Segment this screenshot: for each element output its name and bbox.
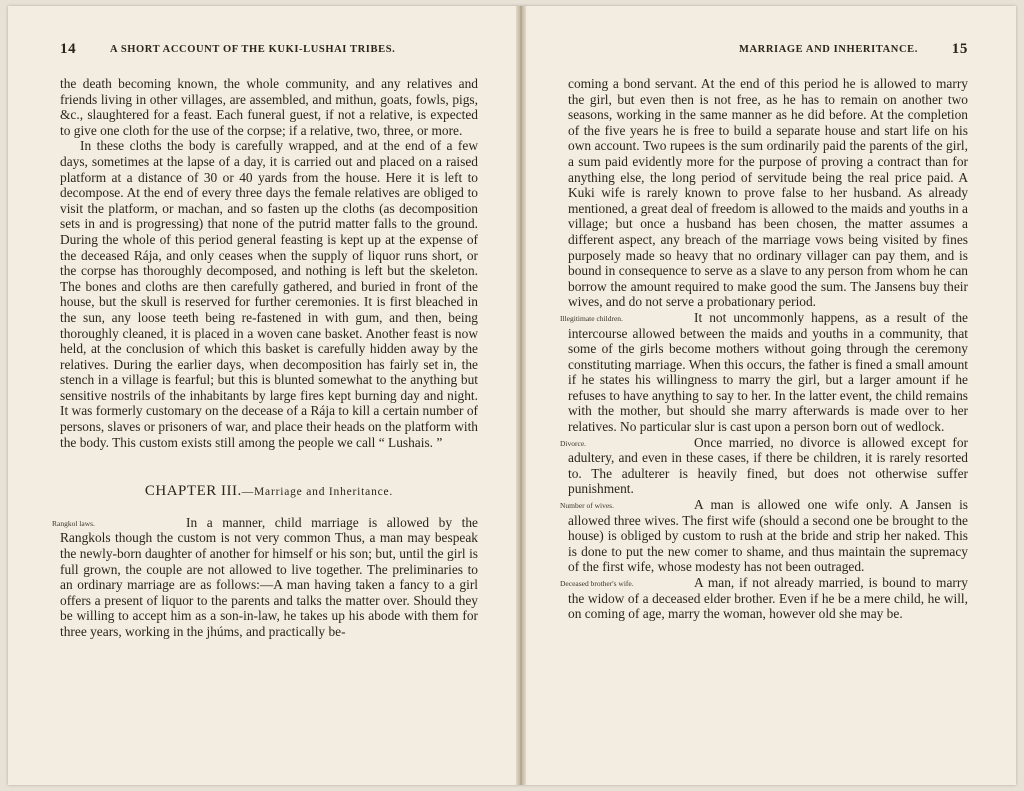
left-paragraph-3 — [52, 514, 478, 640]
sidenote-illegitimate-children: Illegitimate children. — [560, 313, 623, 323]
left-running-head — [60, 41, 478, 60]
sidenote-rangkol-laws: Rangkol laws. — [52, 518, 95, 528]
left-page-number: 14 — [60, 41, 77, 57]
right-paragraph-2 — [560, 309, 968, 435]
right-paragraph-5-text: A man, if not already married, is bound to marry the widow of a deceased elder brother. Even if he be a mere child, he will, on coming of age, marry the woman, however old she may be. — [568, 575, 968, 622]
chapter-subtitle: —Marriage and Inheritance. — [241, 486, 394, 499]
right-page-number: 15 — [951, 41, 968, 57]
sidenote-deceased-brothers-wife: Deceased brother's wife. — [560, 579, 634, 588]
right-paragraph-4-text: A man is allowed one wife only. A Jansen is allowed three wives. The first wife (should a second one be brought to the house) is obliged by custom to rush at the bride and strip her naked. This is done to put the new comer to shame, and thus maintain the supremacy of the first wife, whose modesty has not been outraged. — [568, 497, 968, 575]
right-paragraph-1: coming a bond servant. At the end of this period he is allowed to marry the girl, but even then is not free, as he has to remain on another two seasons, working in the same manner as he did before. At the completion of the five years he is free to build a separate house and start life on his own account. Two rupees is the sum ordinarily paid the parents of the girl, a sum paid evidently more for the purpose of proving a contract than for anything else, the long period of servitude being the real price paid. A Kuki wife is rarely known to prove false to her husband. As already mentioned, a great deal of freedom is allowed to the maids and youths in a village; but once a husband has been chosen, the matter assumes a different aspect, any breach of the marriage vows being visited by fines purposely made so heavy that no ordinary villager can pay them, and is bound in consequence to serve as a slave to any person from whom he can borrow the amount required to make good the sum. The Jansens buy their wives, and do not serve a probationary period. — [568, 76, 968, 310]
right-paragraph-4 — [560, 497, 968, 575]
sidenote-number-of-wives: Number of wives. — [560, 501, 614, 511]
left-paragraph-3-text: In a manner, child marriage is allowed by the Rangkols though the custom is not very common Thus, a man may bespeak the newly-born daughter of another for himself or his son; but, until the girl is full grown, the couple are not allowed to live together. The preliminaries to an ordinary marriage are as follows:—A man having taken a fancy to a girl offers a present of liquor to the parents and talks the matter over. Should they be willing to accept him as a son-in-law, he takes up his abode with them for three years, working in the jhúms, and practically be- — [60, 514, 478, 639]
right-running-head — [568, 41, 968, 60]
left-paragraph-2: In these cloths the body is carefully wrapped, and at the end of a few days, sometimes at the lapse of a day, it is carried out and placed on a raised platform at a distance of 30 or 40 yards from the house. Here it is left to decompose. At the end of every three days the female relatives are obliged to visit the platform, or machan, and so fasten up the cloths (as decomposition sets in and is progressing) that none of the putrid matter falls to the ground. During the whole of this period general feasting is kept up at the expense of the deceased Rája, and only ceases when the supply of liquor runs short, or the corpse has thoroughly decomposed, and nothing is left but the skeleton. The bones and cloths are then carefully gathered, and buried in front of the house, but the skull is reserved for further ceremonies. It is first bleached in the sun, any loose teeth being re-fastened in with gum, and then, being thoroughly cleaned, it is placed in a woven cane basket. Another feast is now held, at the conclusion of which this basket is carefully hidden away by the relatives. During the earlier days, when decomposition has fairly set in, the stench in a village is fearful; but this is blunted somewhat to the anything but sensitive nostrils of the inhabitants by large fires kept burning day and night. It was formerly customary on the decease of a Rája to kill a certain number of persons, slaves or prisoners of war, and place their heads on the platform with the body. This custom exists still among the people we call “ Lushais. ” — [60, 138, 478, 450]
chapter-number: CHAPTER III. — [144, 483, 242, 500]
left-page — [52, 6, 478, 785]
right-paragraph-3 — [560, 434, 968, 497]
right-page-body — [560, 76, 968, 622]
left-paragraph-1: the death becoming known, the whole community, and any relatives and friends living in other villages, are assembled, and mithun, goats, fowls, pigs, &c., slaughtered for a feast. Each funeral guest, if not a relative, is expected to give one cloth for the use of the corpse; if a relative, two, three, or more. — [60, 76, 478, 138]
chapter-heading — [60, 484, 478, 501]
right-paragraph-2-text: It not uncommonly happens, as a result of the intercourse allowed between the maids and youths in a community, that some of the girls become mothers without going through the ceremony constituting marriage. When this occurs, the father is fined a small amount if he states his willingness to marry the girl, but a larger amount if he refuses to have anything to say to her. In the latter event, the child remains with the mother, but should she marry afterwards is made over to her relatives. No particular slur is cast upon a person born out of wedlock. — [568, 309, 968, 435]
left-running-title: A SHORT ACCOUNT OF THE KUKI-LUSHAI TRIBES. — [110, 44, 396, 55]
sidenote-divorce: Divorce. — [560, 438, 587, 448]
right-paragraph-5 — [560, 575, 968, 622]
right-paragraph-3-text: Once married, no divorce is allowed except for adultery, and even in these cases, if there be children, it is rarely resorted to. The adulterer is heavily fined, but does not otherwise suffer punishment. — [568, 434, 968, 497]
right-page — [560, 6, 968, 785]
right-running-title: MARRIAGE AND INHERITANCE. — [738, 44, 918, 55]
left-page-body — [52, 76, 478, 640]
book-spread — [8, 6, 1016, 785]
book-gutter — [516, 6, 526, 785]
